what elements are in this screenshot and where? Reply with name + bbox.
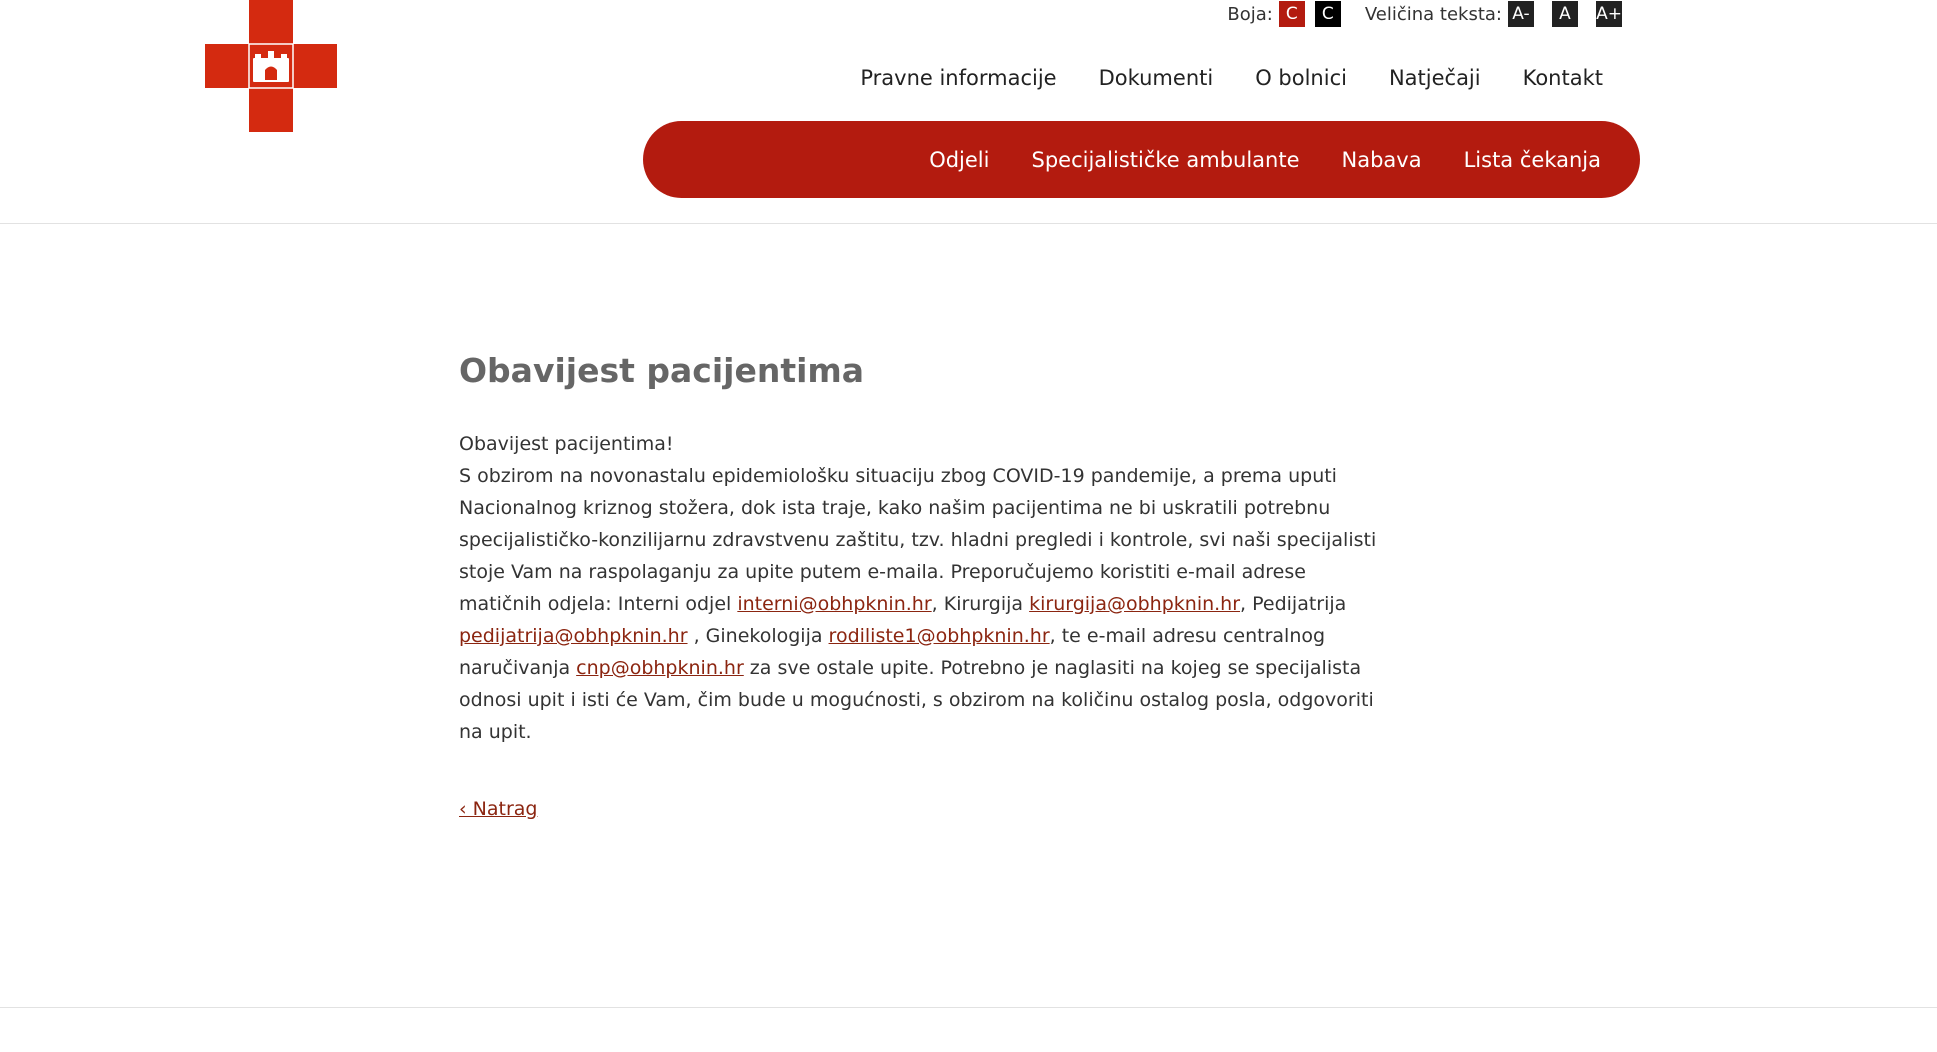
nav-lista-cekanja[interactable]: Lista čekanja xyxy=(1463,147,1601,172)
email-ginekologija-link[interactable]: rodiliste1@obhpknin.hr xyxy=(828,625,1050,647)
main-nav xyxy=(643,121,1640,198)
top-nav xyxy=(860,66,1603,90)
footer-divider xyxy=(0,1007,1937,1008)
nav-odjeli[interactable]: Odjeli xyxy=(929,147,990,172)
nav-pravne-informacije[interactable]: Pravne informacije xyxy=(860,66,1057,90)
article-intro: Obavijest pacijentima! xyxy=(459,433,674,455)
email-cnp-link[interactable]: cnp@obhpknin.hr xyxy=(576,657,744,679)
text-size-normal-button[interactable]: A xyxy=(1552,1,1578,27)
nav-specijalisticke-ambulante[interactable]: Specijalističke ambulante xyxy=(1031,147,1300,172)
color-label: Boja: xyxy=(1227,3,1273,25)
nav-nabava[interactable]: Nabava xyxy=(1341,147,1422,172)
article xyxy=(459,351,1389,820)
nav-natjecaji[interactable]: Natječaji xyxy=(1388,66,1481,90)
article-body: Obavijest pacijentima! S obzirom na novonastalu epidemiološku situaciju zbog COVID-19 pandemije, a prema uputi Nacionalnog kriznog stožera, dok ista traje, kako našim pacijentima ne bi uskratili potrebnu specijalističko-konzilijarnu zdravstvenu zaštitu, tzv. hladni pregledi i kontrole, svi naši specijalisti stoje Vam na raspolaganju za upite putem e-maila. Preporučujemo koristiti e-mail adrese matičnih odjela: Interni odjel interni@obhpknin.hr, Kirurgija kirurgija@obhpknin.hr, Pedijatrija pedijatrija@obhpknin.hr , Ginekologija rodiliste1@obhpknin.hr, te e-mail adresu centralnog naručivanja cnp@obhpknin.hr za sve ostale upite. Potrebno je naglasiti na kojeg se specijalista odnosi upit i isti će Vam, čim bude u mogućnosti, s obzirom na količinu ostalog posla, odgovoriti na upit. xyxy=(459,433,1377,743)
accessibility-tools xyxy=(1227,0,1622,28)
text-size-increase-button[interactable]: A+ xyxy=(1596,1,1622,27)
hospital-logo-icon[interactable] xyxy=(205,0,337,132)
nav-dokumenti[interactable]: Dokumenti xyxy=(1098,66,1214,90)
text-size-decrease-button[interactable]: A- xyxy=(1508,1,1534,27)
email-kirurgija-link[interactable]: kirurgija@obhpknin.hr xyxy=(1029,593,1241,615)
email-interni-link[interactable]: interni@obhpknin.hr xyxy=(737,593,932,615)
page-title: Obavijest pacijentima xyxy=(459,351,865,390)
color-black-button[interactable]: C xyxy=(1315,1,1341,27)
back-link[interactable]: ‹ Natrag xyxy=(459,798,538,820)
nav-o-bolnici[interactable]: O bolnici xyxy=(1255,66,1347,90)
text-size-label: Veličina teksta: xyxy=(1364,3,1502,25)
nav-kontakt[interactable]: Kontakt xyxy=(1522,66,1603,90)
color-red-button[interactable]: C xyxy=(1279,1,1305,27)
email-pedijatrija-link[interactable]: pedijatrija@obhpknin.hr xyxy=(459,625,688,647)
header-divider xyxy=(0,223,1937,224)
